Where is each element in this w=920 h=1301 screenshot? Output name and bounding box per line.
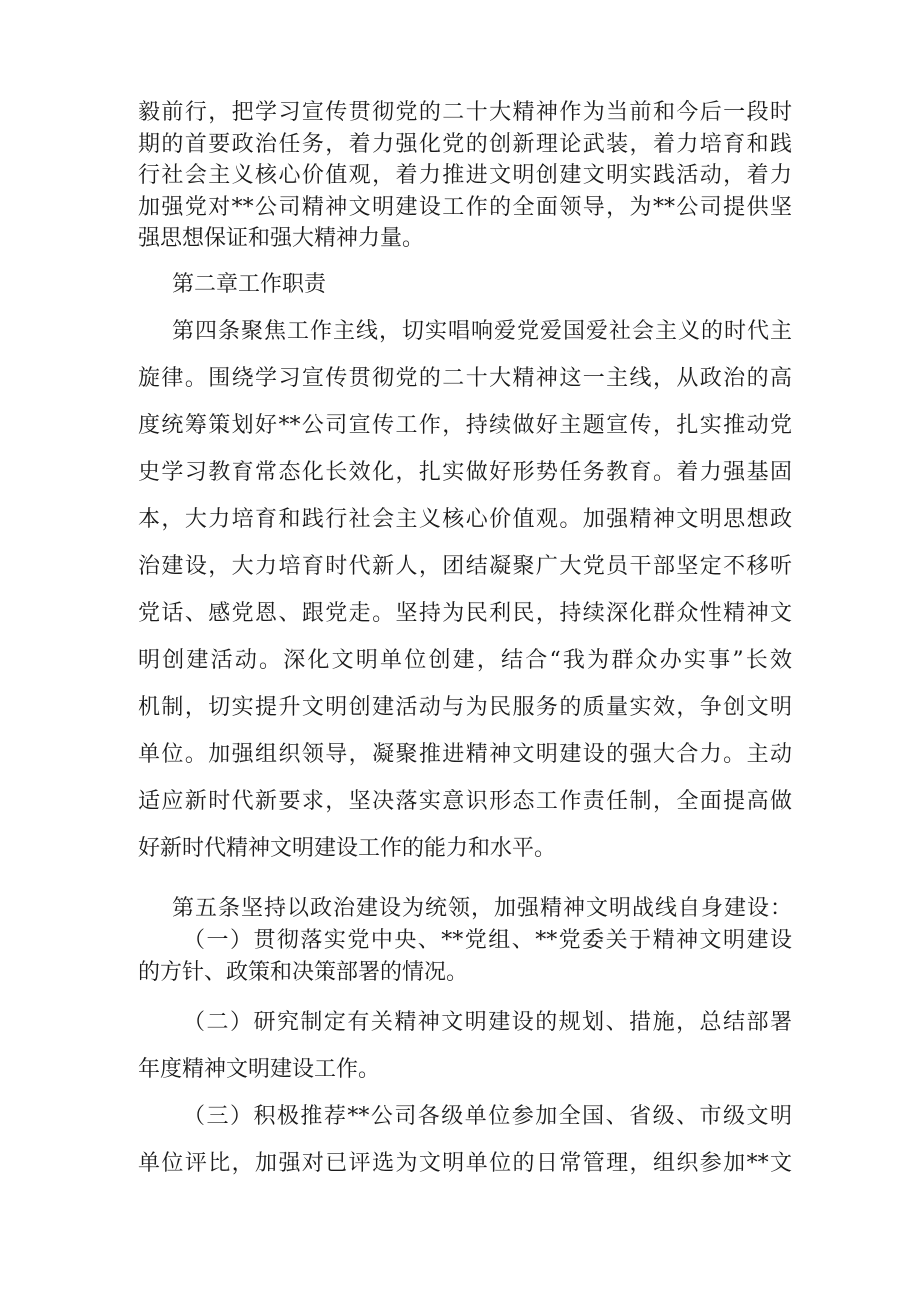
item-1-line: （一）贯彻落实党中央、**党组、**党委关于精神文明建设: [183, 928, 792, 953]
item-2-line: 年度精神文明建设工作。: [138, 1057, 381, 1082]
article-4-line: 史学习教育常态化长效化，扎实做好形势任务教育。着力强基固: [138, 460, 792, 485]
article-4-line: 本，大力培育和践行社会主义核心价值观。加强精神文明思想政: [138, 507, 792, 532]
article-4-line: 度统筹策划好**公司宣传工作，持续做好主题宣传，扎实推动党: [138, 413, 792, 438]
paragraph-line: 强思想保证和强大精神力量。: [138, 226, 425, 251]
paragraph-line: 期的首要政治任务，着力强化党的创新理论武装，着力培育和践: [138, 132, 792, 157]
paragraph-line: 加强党对**公司精神文明建设工作的全面领导，为**公司提供坚: [138, 195, 792, 220]
article-4-line: 明创建活动。深化文明单位创建，结合“我为群众办实事”长效: [138, 648, 792, 673]
article-4-line: 适应新时代新要求，坚决落实意识形态工作责任制，全面提高做: [138, 789, 792, 814]
item-3-line: 单位评比，加强对已评选为文明单位的日常管理，组织参加**文: [138, 1151, 792, 1176]
article-5-line: 第五条坚持以政治建设为统领，加强精神文明战线自身建设：: [172, 896, 792, 921]
article-4-line: 治建设，大力培育时代新人，团结凝聚广大党员干部坚定不移听: [138, 554, 792, 579]
article-4-line: 旋律。围绕学习宣传贯彻党的二十大精神这一主线，从政治的高: [138, 366, 792, 391]
item-1-line: 的方针、政策和决策部署的情况。: [138, 960, 469, 985]
article-4-line: 机制，切实提升文明创建活动与为民服务的质量实效，争创文明: [138, 695, 792, 720]
article-4-line: 单位。加强组织领导，凝聚推进精神文明建设的强大合力。主动: [138, 742, 792, 767]
paragraph-line: 行社会主义核心价值观，着力推进文明创建文明实践活动，着力: [138, 163, 792, 188]
article-4-line: 第四条聚焦工作主线，切实唱响爱党爱国爱社会主义的时代主: [172, 319, 792, 344]
item-2-line: （二）研究制定有关精神文明建设的规划、措施，总结部署: [183, 1010, 792, 1035]
chapter-heading: 第二章工作职责: [172, 272, 327, 297]
article-4-line: 党话、感党恩、跟党走。坚持为民利民，持续深化群众性精神文: [138, 601, 792, 626]
paragraph-line: 毅前行，把学习宣传贯彻党的二十大精神作为当前和今后一段时: [138, 100, 792, 125]
item-3-line: （三）积极推荐**公司各级单位参加全国、省级、市级文明: [183, 1104, 792, 1129]
article-4-line: 好新时代精神文明建设工作的能力和水平。: [138, 836, 557, 861]
